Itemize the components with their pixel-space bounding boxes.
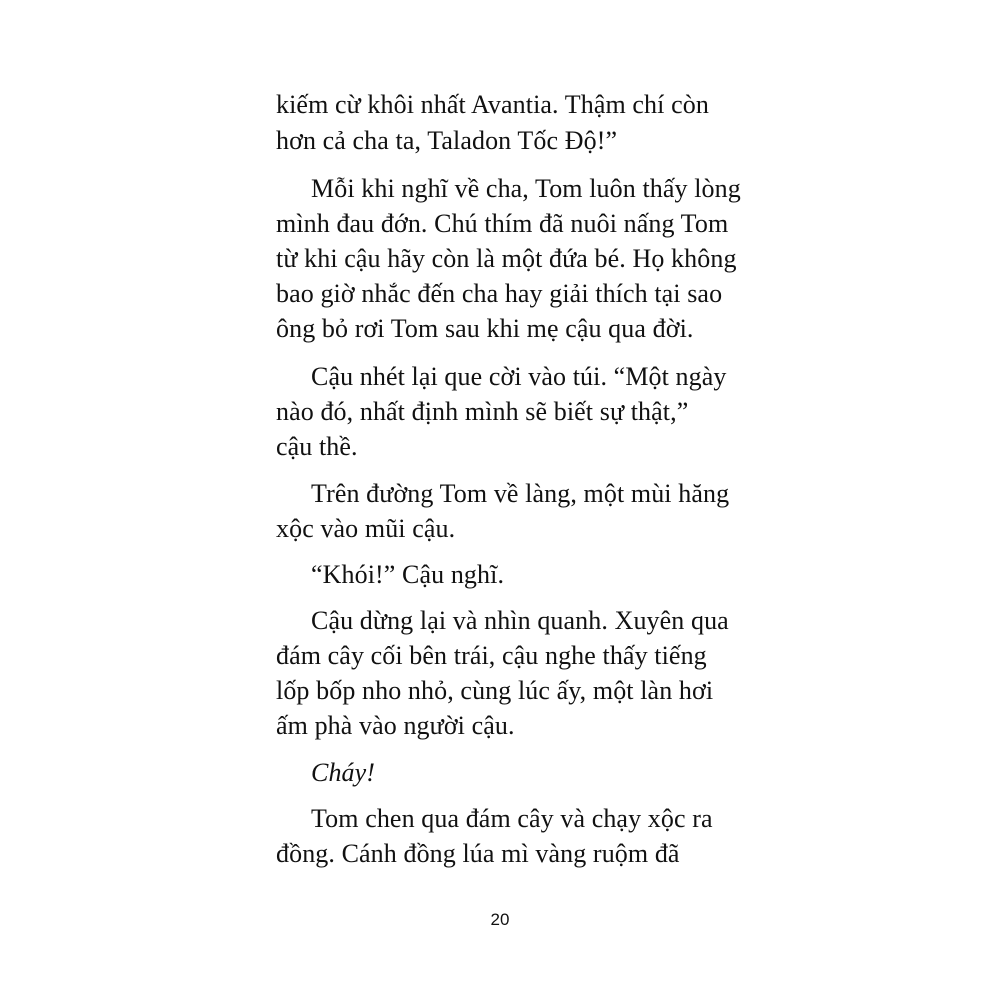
text-line: Cậu nhét lại que cời vào túi. “Một ngày [311, 362, 727, 391]
page-number: 20 [490, 910, 510, 929]
text-line: Tom chen qua đám cây và chạy xộc ra [311, 804, 713, 833]
text-line: hơn cả cha ta, Taladon Tốc Độ!” [276, 126, 618, 155]
text-line: từ khi cậu hãy còn là một đứa bé. Họ không [276, 244, 737, 273]
text-line: nào đó, nhất định mình sẽ biết sự thật,” [276, 397, 689, 426]
text-line: ấm phà vào người cậu. [276, 711, 515, 740]
text-line: bao giờ nhắc đến cha hay giải thích tại sao [276, 279, 723, 308]
text-line: xộc vào mũi cậu. [276, 514, 456, 543]
text-line: Trên đường Tom về làng, một mùi hăng [311, 479, 730, 508]
text-line: ông bỏ rơi Tom sau khi mẹ cậu qua đời. [276, 314, 694, 343]
text-line: đám cây cối bên trái, cậu nghe thấy tiếng [276, 641, 707, 670]
text-line: Cháy! [311, 758, 376, 787]
text-line: Cậu dừng lại và nhìn quanh. Xuyên qua [311, 606, 729, 635]
text-line: cậu thề. [276, 432, 358, 461]
text-line: lốp bốp nho nhỏ, cùng lúc ấy, một làn hơi [276, 676, 714, 705]
text-line: đồng. Cánh đồng lúa mì vàng ruộm đã [276, 839, 680, 868]
text-line: “Khói!” Cậu nghĩ. [311, 560, 505, 589]
text-line: mình đau đớn. Chú thím đã nuôi nấng Tom [276, 209, 729, 238]
text-line: Mỗi khi nghĩ về cha, Tom luôn thấy lòng [311, 174, 741, 203]
text-line: kiếm cừ khôi nhất Avantia. Thậm chí còn [276, 90, 709, 119]
